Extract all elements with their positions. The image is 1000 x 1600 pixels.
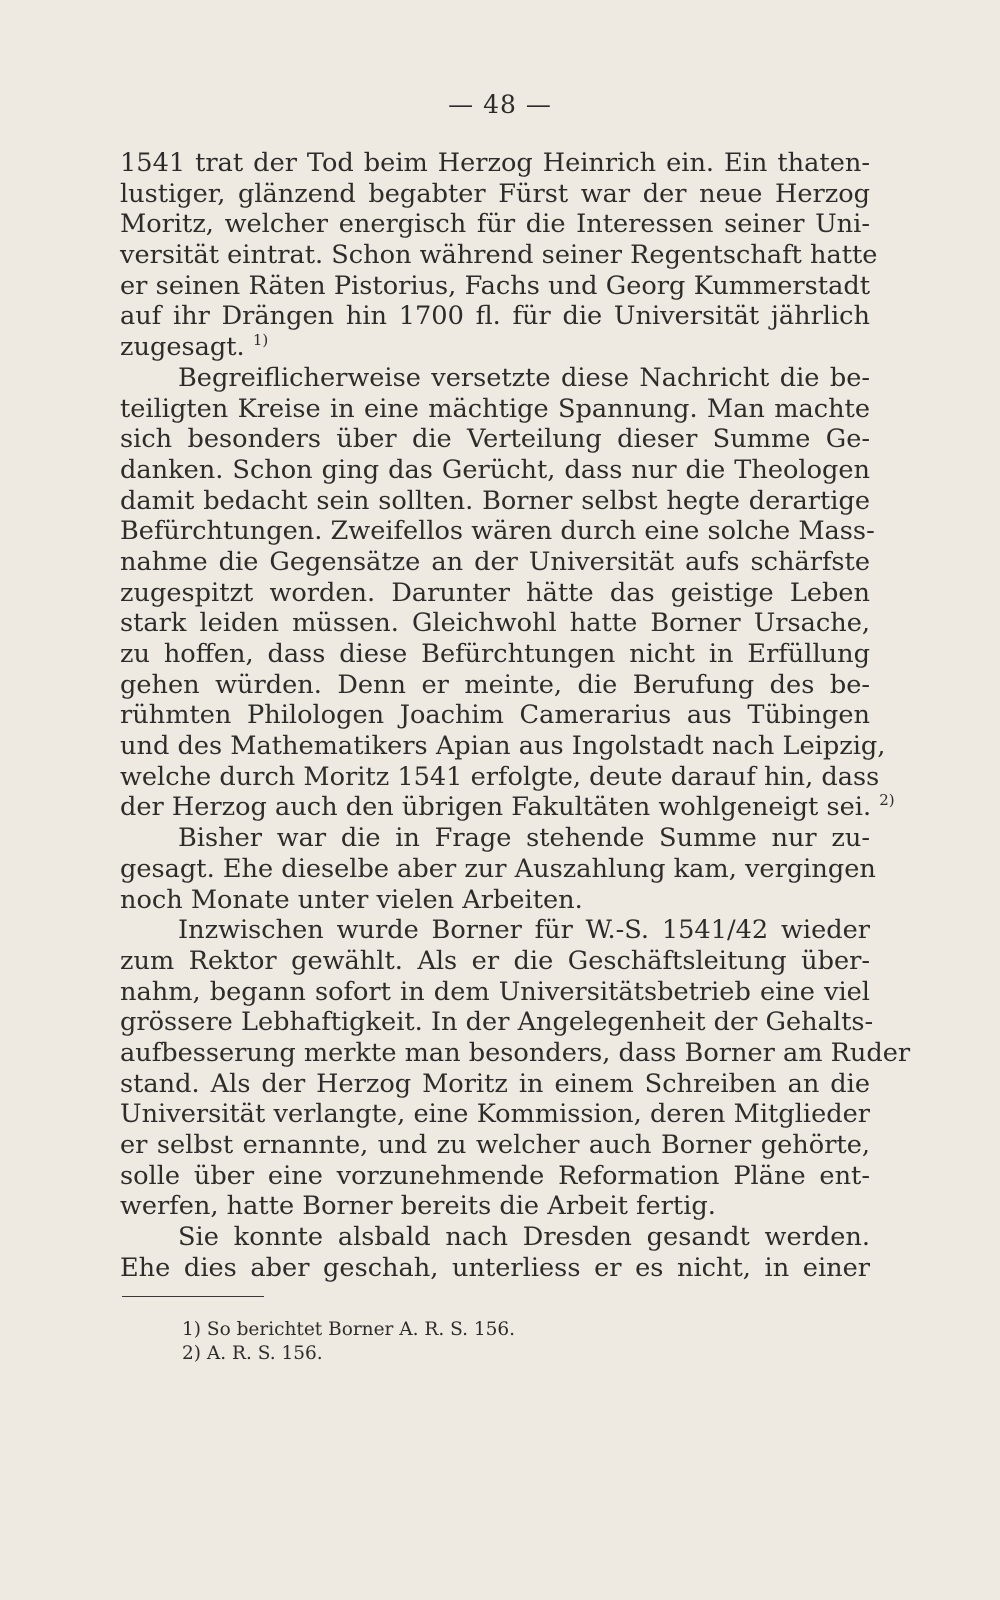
text-line-content: nahme die Gegensätze an der Universität aufs schärfste (120, 546, 870, 577)
text-line-content: auf ihr Drängen hin 1700 fl. für die Universität jährlich (120, 301, 870, 332)
text-line-content: zugespitzt worden. Darunter hätte das geistige Leben (120, 577, 870, 608)
text-line (120, 915, 870, 946)
text-line (120, 670, 870, 701)
text-line (120, 1222, 870, 1253)
text-line-content: Inzwischen wurde Borner für W.-S. 1541/42 wieder (178, 915, 870, 946)
text-line (120, 1037, 911, 1069)
text-line (120, 946, 870, 977)
text-line-content: damit bedacht sein sollten. Borner selbst hegte derartige (120, 485, 870, 516)
footnote-reference: 2) (879, 791, 895, 810)
text-line-content: gesagt. Ehe dieselbe aber zur Auszahlung kam, vergingen (120, 853, 876, 884)
text-line (120, 761, 880, 793)
text-line (120, 516, 875, 547)
text-line (120, 394, 870, 425)
text-line (120, 332, 870, 363)
text-line (120, 455, 870, 486)
text-line (120, 731, 886, 762)
text-line (120, 977, 870, 1008)
text-line-content: lustiger, glänzend begabter Fürst war der neue Herzog (120, 178, 870, 209)
body-text (120, 148, 911, 1283)
footnote-text: A. R. S. 156. (206, 1343, 323, 1364)
text-line (120, 700, 870, 731)
footnote-text: So berichtet Borner A. R. S. 156. (206, 1319, 516, 1340)
text-line (120, 1191, 870, 1222)
text-line-content: nahm, begann sofort in dem Universitätsbetrieb eine viel (120, 976, 870, 1007)
text-line (120, 639, 870, 670)
text-line (120, 148, 870, 179)
text-line (120, 240, 878, 271)
text-line (120, 885, 870, 916)
footnote-marker: 1) (182, 1319, 201, 1340)
text-line (120, 791, 895, 823)
text-line (120, 853, 876, 885)
text-line-content: grössere Lebhaftigkeit. In der Angelegenheit der Gehalts- (120, 1007, 874, 1038)
footnote-marker: 2) (182, 1343, 201, 1364)
text-line-content: zu hoffen, dass diese Befürchtungen nicht in Erfüllung (120, 639, 870, 669)
text-line-content: werfen, hatte Borner bereits die Arbeit fertig. (120, 1191, 716, 1222)
text-line-content: welche durch Moritz 1541 erfolgte, deute darauf hin, dass (120, 761, 880, 792)
text-line (120, 1007, 874, 1038)
text-line-content: aufbesserung merkte man besonders, dass Borner am Ruder (120, 1037, 911, 1068)
text-line-content: stark leiden müssen. Gleichwohl hatte Borner Ursache, (120, 608, 870, 639)
text-line-content: versität eintrat. Schon während seiner Regentschaft hatte (120, 240, 878, 271)
text-line-content: zum Rektor gewählt. Als er die Geschäftsleitung über- (120, 945, 870, 976)
text-line-content: gehen würden. Denn er meinte, die Berufung des be- (120, 669, 870, 700)
text-line (120, 179, 870, 210)
text-line-content: der Herzog auch den übrigen Fakultäten wohlgeneigt sei. (120, 792, 872, 823)
text-line (120, 301, 870, 332)
text-line (120, 1130, 870, 1161)
text-line (120, 578, 870, 609)
text-line-content: Moritz, welcher energisch für die Interessen seiner Uni- (120, 209, 870, 240)
footnote-reference: 1) (252, 331, 269, 350)
footnotes (182, 1318, 782, 1366)
text-line-content: stand. Als der Herzog Moritz in einem Schreiben an die (120, 1068, 870, 1099)
text-line (120, 486, 870, 517)
text-line-content: Befürchtungen. Zweifellos wären durch eine solche Mass- (120, 516, 875, 547)
text-line-content: er selbst ernannte, und zu welcher auch Borner gehörte, (120, 1130, 870, 1160)
footnote-separator (122, 1296, 264, 1297)
text-line-content: zugesagt. (120, 332, 245, 363)
page-number: — 48 — (448, 90, 552, 119)
text-line-content: Universität verlangte, eine Kommission, deren Mitglieder (120, 1099, 870, 1130)
text-line-content: Sie konnte alsbald nach Dresden gesandt werden. (178, 1222, 870, 1253)
text-line (120, 1253, 870, 1284)
text-line-content: er seinen Räten Pistorius, Fachs und Georg Kummerstadt (120, 270, 870, 301)
text-line-content: 1541 trat der Tod beim Herzog Heinrich ein. Ein thaten- (120, 148, 870, 178)
text-line (120, 1161, 870, 1192)
text-line (120, 363, 870, 394)
footnote (182, 1318, 782, 1342)
text-line-content: noch Monate unter vielen Arbeiten. (120, 884, 583, 915)
text-line (120, 271, 870, 302)
text-line (120, 1069, 870, 1100)
text-line-content: teiligten Kreise in eine mächtige Spannung. Man machte (120, 393, 870, 424)
text-line-content: und des Mathematikers Apian aus Ingolstadt nach Leipzig, (120, 731, 886, 762)
text-line (120, 547, 870, 578)
text-line-content: Bisher war die in Frage stehende Summe nur zu- (178, 823, 870, 854)
text-line (120, 1099, 870, 1130)
text-line-content: sich besonders über die Verteilung dieser Summe Ge- (120, 424, 870, 455)
text-line (120, 608, 870, 639)
footnote (182, 1342, 782, 1366)
text-line (120, 209, 870, 240)
text-line-content: Begreiflicherweise versetzte diese Nachricht die be- (178, 362, 870, 393)
text-line-content: danken. Schon ging das Gerücht, dass nur die Theologen (120, 454, 870, 485)
text-line-content: rühmten Philologen Joachim Camerarius aus Tübingen (120, 700, 870, 731)
text-line-content: Ehe dies aber geschah, unterliess er es nicht, in einer (120, 1252, 870, 1283)
text-line-content: solle über eine vorzunehmende Reformation Pläne ent- (120, 1160, 870, 1191)
text-line (120, 424, 870, 455)
text-line (120, 823, 870, 854)
